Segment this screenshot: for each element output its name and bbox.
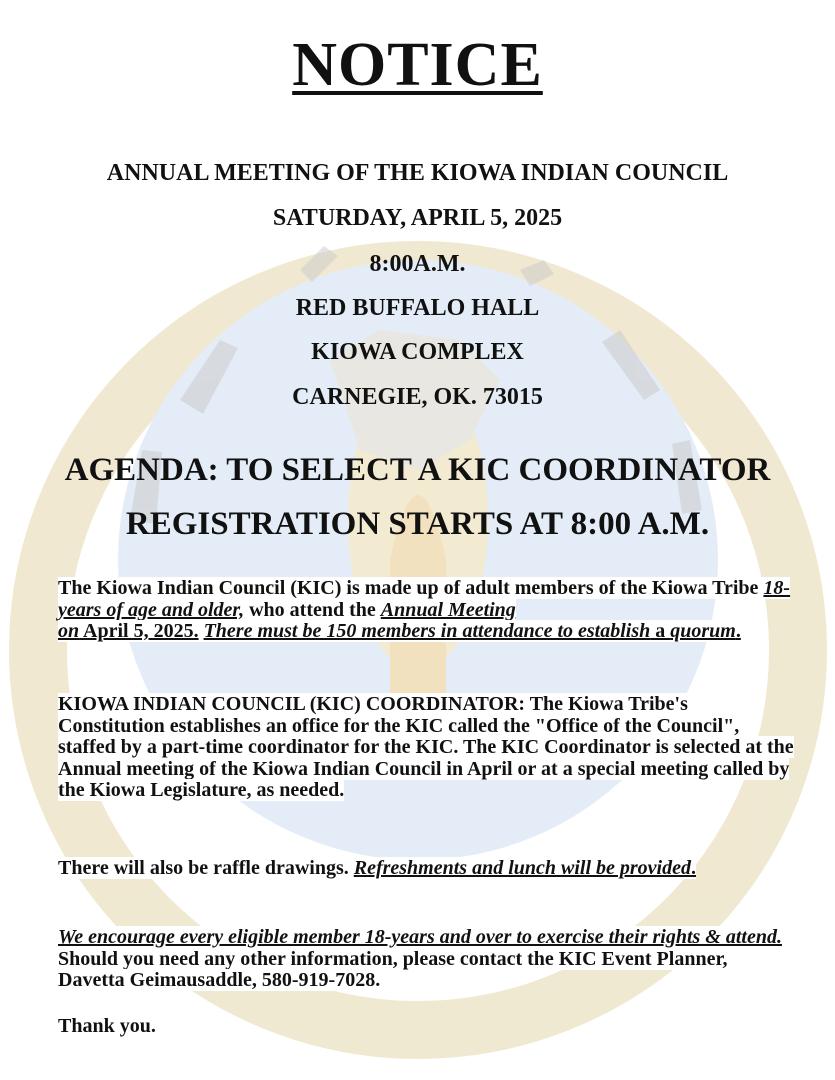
text-run: The Kiowa Indian Council (KIC) is made up of adult members of the Kiowa Tribe xyxy=(58,577,764,599)
notice-title: NOTICE xyxy=(292,31,543,99)
agenda-line: AGENDA: TO SELECT A KIC COORDINATOR xyxy=(64,452,771,488)
emphasis-refreshments: Refreshments and lunch will be provided xyxy=(353,857,691,879)
emphasis-date: April 5, 2025. xyxy=(79,620,199,643)
emphasis-quorum-requirement: There must be 150 members in attendance to establish xyxy=(203,620,651,643)
closing-thanks xyxy=(58,1016,798,1038)
meeting-date: SATURDAY, APRIL 5, 2025 xyxy=(272,205,563,231)
paragraph-membership xyxy=(58,578,798,643)
text-run-period: . xyxy=(690,857,696,879)
meeting-time: 8:00A.M. xyxy=(369,251,466,277)
emphasis-annual-meeting: Annual Meeting xyxy=(380,598,516,621)
thank-you-text: Thank you. xyxy=(58,1015,156,1037)
emphasis-encourage: We encourage every eligible member 18-years and over to exercise their rights & attend. xyxy=(58,926,782,948)
emphasis-on: on xyxy=(58,620,80,643)
paragraph-raffle xyxy=(58,858,798,880)
registration-line: REGISTRATION STARTS AT 8:00 A.M. xyxy=(125,506,710,542)
meeting-venue: RED BUFFALO HALL xyxy=(295,295,540,321)
text-run-period: . xyxy=(735,620,741,643)
emphasis-age: 18-years of age and older, xyxy=(58,577,791,621)
text-run: who attend the xyxy=(244,598,381,621)
meeting-title: ANNUAL MEETING OF THE KIOWA INDIAN COUNCIL xyxy=(106,160,729,186)
raffle-text: There will also be raffle drawings. xyxy=(58,857,354,879)
text-run-a: a xyxy=(650,620,671,643)
paragraph-coordinator xyxy=(58,694,798,802)
meeting-complex: KIOWA COMPLEX xyxy=(311,339,524,365)
coordinator-text: KIOWA INDIAN COUNCIL (KIC) COORDINATOR: The Kiowa Tribe's Constitution establishes an office for the KIC called the "Office of the Council", staffed by a part-time coordinator for the KIC. The KIC Coordinator is selected at the Annual meeting of the Kiowa Indian Council in April or at a special meeting called by the Kiowa Legislature, as needed. xyxy=(58,693,794,802)
paragraph-contact xyxy=(58,927,798,992)
contact-text: Should you need any other information, please contact the KIC Event Planner, Davetta Geimausaddle, 580-919-7028. xyxy=(58,947,728,992)
meeting-city: CARNEGIE, OK. 73015 xyxy=(292,384,543,410)
emphasis-quorum: quorum xyxy=(670,620,736,643)
